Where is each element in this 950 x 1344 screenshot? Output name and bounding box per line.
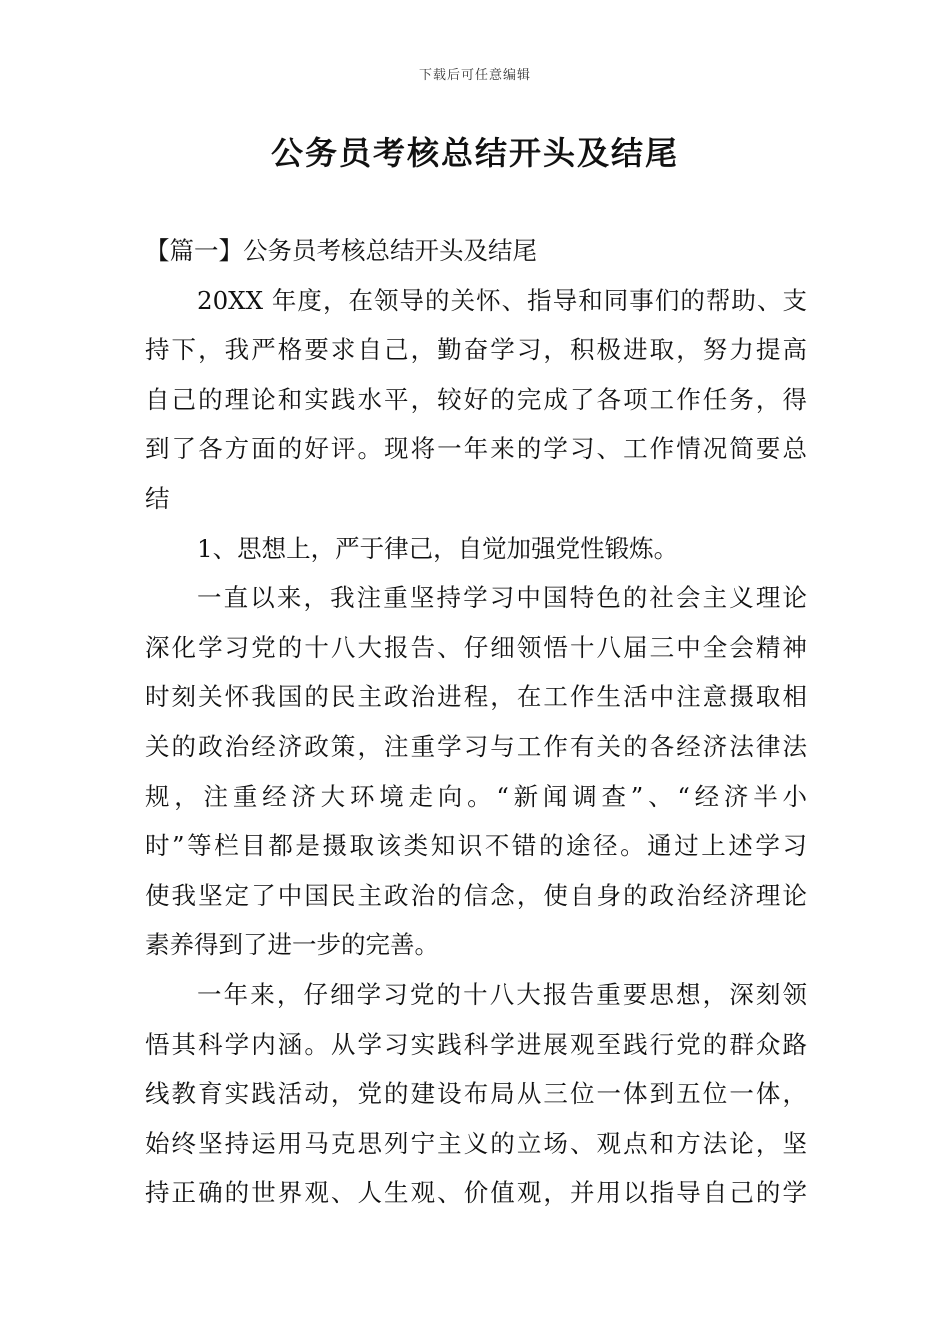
section-heading: 【篇一】公务员考核总结开头及结尾 bbox=[145, 236, 537, 265]
paragraph-line: 线教育实践活动，党的建设布局从三位一体到五位一体， bbox=[145, 1079, 807, 1109]
paragraph-line: 规，注重经济大环境走向。“新闻调查”、“经济半小 bbox=[145, 781, 807, 811]
paragraph-line: 1、思想上，严于律己，自觉加强党性锻炼。 bbox=[197, 533, 679, 563]
paragraph-line: 结 bbox=[145, 483, 170, 513]
document-title: 公务员考核总结开头及结尾 bbox=[270, 134, 679, 172]
header-note: 下载后可任意编辑 bbox=[418, 68, 531, 83]
document-body bbox=[145, 226, 807, 1218]
paragraph-line: 始终坚持运用马克思列宁主义的立场、观点和方法论，坚 bbox=[145, 1128, 807, 1158]
paragraph-line: 持下，我严格要求自己，勤奋学习，积极进取，努力提高 bbox=[145, 335, 807, 365]
paragraph-line: 一直以来，我注重坚持学习中国特色的社会主义理论 bbox=[197, 583, 807, 613]
paragraph-line: 时刻关怀我国的民主政治进程，在工作生活中注意摄取相 bbox=[145, 682, 807, 712]
paragraph-line: 一年来，仔细学习党的十八大报告重要思想，深刻领 bbox=[197, 979, 807, 1009]
paragraph-line: 素养得到了进一步的完善。 bbox=[145, 930, 439, 960]
paragraph-line: 深化学习党的十八大报告、仔细领悟十八届三中全会精神 bbox=[145, 632, 807, 662]
paragraph-line: 关的政治经济政策，注重学习与工作有关的各经济法律法 bbox=[145, 731, 807, 761]
paragraph-line: 到了各方面的好评。现将一年来的学习、工作情况简要总 bbox=[145, 434, 807, 464]
paragraph-line: 时”等栏目都是摄取该类知识不错的途径。通过上述学习 bbox=[145, 831, 807, 861]
paragraph-line: 20XX 年度，在领导的关怀、指导和同事们的帮助、支 bbox=[197, 285, 807, 315]
paragraph-line: 使我坚定了中国民主政治的信念，使自身的政治经济理论 bbox=[145, 880, 807, 910]
paragraph-line: 持正确的世界观、人生观、价值观，并用以指导自己的学 bbox=[145, 1178, 807, 1208]
paragraph-line: 悟其科学内涵。从学习实践科学进展观至践行党的群众路 bbox=[145, 1029, 807, 1059]
paragraph-line: 自己的理论和实践水平，较好的完成了各项工作任务，得 bbox=[145, 384, 807, 414]
